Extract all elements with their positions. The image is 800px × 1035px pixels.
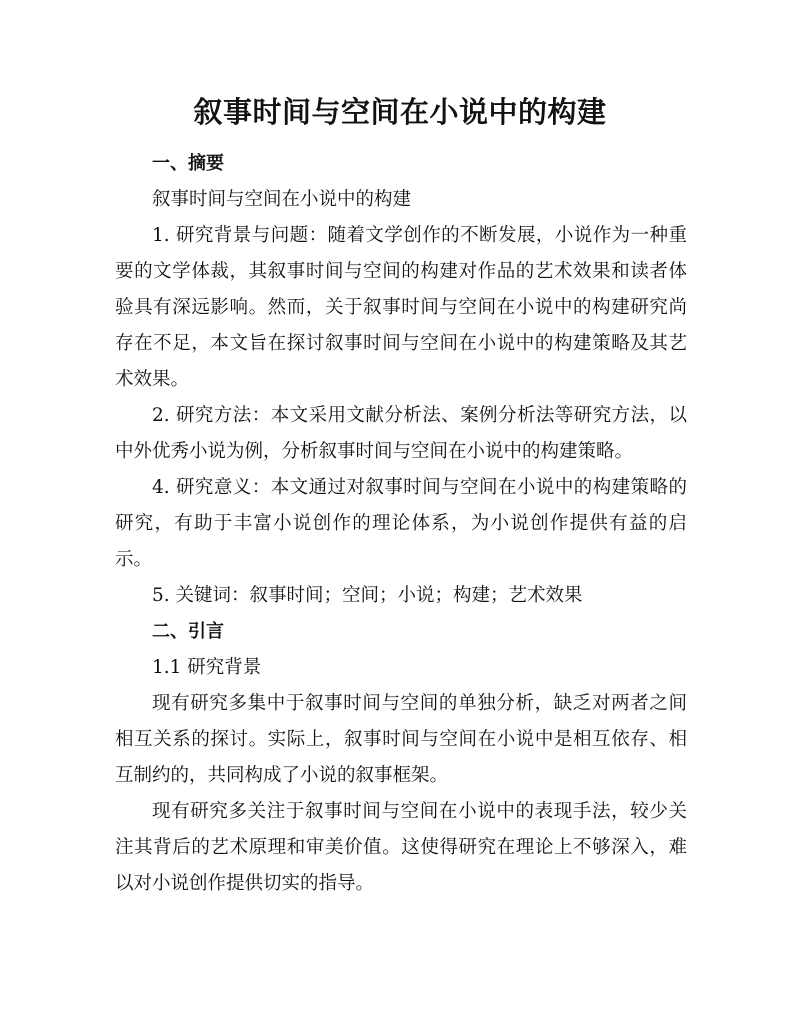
document-body <box>115 146 687 902</box>
document-title: 叙事时间与空间在小说中的构建 <box>193 95 607 129</box>
subsection-heading-background: 1.1 研究背景 <box>152 657 262 678</box>
section-heading-introduction: 二、引言 <box>152 621 224 642</box>
abstract-item-method: 2. 研究方法：本文采用文献分析法、案例分析法等研究方法，以中外优秀小说为例，分析叙事时间与空间在小说中的构建策略。 <box>115 405 687 462</box>
section-heading-abstract: 一、摘要 <box>152 153 224 174</box>
abstract-item-significance: 4. 研究意义：本文通过对叙事时间与空间在小说中的构建策略的研究，有助于丰富小说创作的理论体系，为小说创作提供有益的启示。 <box>115 477 687 570</box>
abstract-item-keywords: 5. 关键词：叙事时间；空间；小说；构建；艺术效果 <box>152 585 583 606</box>
intro-paragraph-1: 现有研究多集中于叙事时间与空间的单独分析，缺乏对两者之间相互关系的探讨。实际上，叙事时间与空间在小说中是相互依存、相互制约的，共同构成了小说的叙事框架。 <box>115 693 687 786</box>
abstract-item-background: 1. 研究背景与问题：随着文学创作的不断发展，小说作为一种重要的文学体裁，其叙事时间与空间的构建对作品的艺术效果和读者体验具有深远影响。然而，关于叙事时间与空间在小说中的构建研究尚存在不足，本文旨在探讨叙事时间与空间在小说中的构建策略及其艺术效果。 <box>115 225 687 390</box>
intro-paragraph-2: 现有研究多关注于叙事时间与空间在小说中的表现手法，较少关注其背后的艺术原理和审美价值。这使得研究在理论上不够深入，难以对小说创作提供切实的指导。 <box>115 801 687 894</box>
abstract-subtitle: 叙事时间与空间在小说中的构建 <box>152 189 412 210</box>
